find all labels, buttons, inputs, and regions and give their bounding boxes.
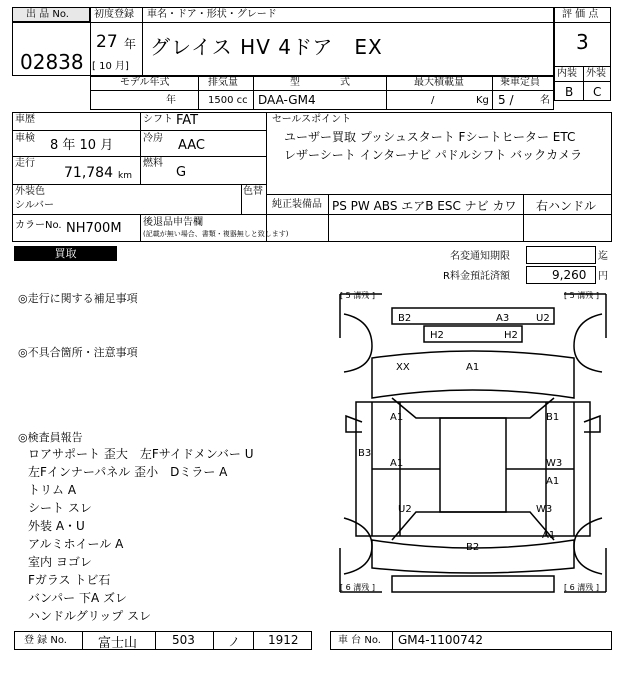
- mark-w3-r: W3: [546, 458, 563, 469]
- report-line: Fガラス トビ石: [28, 573, 111, 587]
- driving-notes-label: ◎走行に関する補足事項: [18, 292, 138, 305]
- registration-number: 1912: [268, 633, 299, 647]
- name-change-label: 名変通知期限: [450, 251, 510, 262]
- mark-a3: A3: [496, 313, 510, 324]
- recycle-label: R料金預託済額: [443, 271, 510, 282]
- car-name: グレイス HV 4ドア EX: [150, 35, 383, 59]
- inspection-label: 車検: [15, 133, 35, 144]
- displacement-label: 排気量: [208, 77, 238, 88]
- color-change-label: 色替: [243, 186, 263, 197]
- mark-a1-br: A1: [542, 530, 556, 541]
- report-line: 室内 ヨゴレ: [28, 555, 92, 569]
- mark-b2-rear: B2: [466, 542, 480, 553]
- mark-u2-front: U2: [536, 313, 550, 324]
- mark-u2-bl: U2: [398, 504, 412, 515]
- mark-xx: XX: [396, 362, 410, 373]
- mark-b2-front: B2: [398, 313, 412, 324]
- tire-depth-rr: [ 6 溝残 ]: [564, 583, 599, 592]
- mark-a1-lr: A1: [390, 458, 404, 469]
- report-line: アルミホイール A: [28, 537, 124, 551]
- chassis-number: GM4-1100742: [398, 633, 484, 647]
- model-label: 型 式: [290, 77, 350, 88]
- distance-unit: km: [118, 171, 132, 181]
- grade-label: 評 価 点: [562, 9, 599, 20]
- lot-label: 出 品 No.: [26, 9, 69, 20]
- ext-color-label: 外装色: [15, 186, 45, 197]
- sales-point-label: セールスポイント: [272, 114, 352, 125]
- shift-label: シフト: [143, 114, 173, 125]
- mark-a1-hood: A1: [466, 362, 480, 373]
- report-line: バンパー 下A ズレ: [28, 591, 127, 605]
- sales-point-line2: レザーシート インターナビ パドルシフト バックカメラ: [284, 148, 583, 162]
- shift-value: FAT: [176, 113, 199, 128]
- report-line: ロアサポート 歪大 左Fサイドメンバー U: [28, 447, 254, 461]
- capacity-value: 5 /: [498, 93, 514, 107]
- mark-a1-r: A1: [546, 476, 560, 487]
- displacement-value: 1500 cc: [208, 95, 248, 106]
- model-year-unit: 年: [166, 95, 176, 106]
- inspection-value: 8 年 10 月: [50, 138, 114, 153]
- first-reg-year: 27: [96, 32, 118, 52]
- distance-label: 走行: [15, 158, 35, 169]
- model-year-label: モデル年式: [120, 77, 170, 88]
- mark-h2-left: H2: [430, 330, 444, 341]
- chassis-label: 車 台 No.: [338, 635, 381, 646]
- interior-label: 内装: [557, 68, 577, 79]
- tire-depth-fr: [ 5 溝残 ]: [564, 291, 599, 300]
- ac-label: 冷房: [143, 133, 163, 144]
- mark-b1: B1: [546, 412, 560, 423]
- ext-color-value: シルバー: [15, 200, 55, 211]
- history-label: 車歴: [15, 114, 35, 125]
- defect-notes-label: ◎不具合箇所・注意事項: [18, 346, 138, 359]
- name-change-box: [526, 246, 596, 264]
- color-no-label: カラーNo.: [15, 220, 62, 231]
- exterior-label: 外装: [586, 68, 606, 79]
- sales-point-line1: ユーザー買取 プッシュスタート Fシートヒーター ETC: [284, 130, 576, 144]
- color-no-value: NH700M: [66, 221, 122, 236]
- report-line: 左Fインナーパネル 歪小 Dミラー A: [28, 465, 228, 479]
- mark-b3: B3: [358, 448, 372, 459]
- tire-depth-rl: [ 6 溝残 ]: [340, 583, 375, 592]
- mark-w3-br: W3: [536, 504, 553, 515]
- inspector-report-label: ◎検査員報告: [18, 431, 83, 444]
- fuel-label: 燃料: [143, 158, 163, 169]
- recycle-value: 9,260: [552, 268, 587, 282]
- registration-class: 503: [172, 633, 195, 647]
- capacity-unit: 名: [540, 95, 550, 106]
- std-equip-value: PS PW ABS エアB ESC ナビ カワ: [332, 199, 517, 213]
- mark-a1-lf: A1: [390, 412, 404, 423]
- distance-value: 71,784: [64, 165, 113, 181]
- max-load-unit: Kg: [476, 95, 489, 106]
- report-line: 外装 A・U: [28, 519, 85, 533]
- name-change-unit: 迄: [598, 251, 608, 262]
- max-load-sep: /: [431, 95, 435, 106]
- aftermarket-label: 後退品申告欄: [143, 217, 203, 228]
- exterior-grade: C: [593, 85, 602, 99]
- aftermarket-note: (記載が無い場合、書類・複器無しと致します): [143, 230, 289, 238]
- model-value: DAA-GM4: [258, 93, 316, 107]
- tire-depth-fl: [ 5 溝残 ]: [340, 291, 375, 300]
- first-reg-year-unit: 年: [124, 37, 137, 51]
- registration-label: 登 録 No.: [24, 635, 67, 646]
- registration-office: 富士山: [98, 636, 138, 651]
- first-reg-month: [ 10 月]: [92, 61, 129, 72]
- grade-score: 3: [576, 30, 589, 54]
- capacity-label: 乗車定員: [500, 77, 540, 88]
- max-load-label: 最大積載量: [414, 77, 464, 88]
- interior-grade: B: [565, 85, 574, 99]
- car-damage-diagram: [332, 286, 614, 604]
- car-name-label: 車名・ドア・形状・グレード: [147, 9, 277, 20]
- report-line: シート スレ: [28, 501, 92, 515]
- recycle-unit: 円: [598, 271, 608, 282]
- registration-kana: ノ: [228, 635, 241, 649]
- fuel-value: G: [176, 165, 187, 180]
- lot-number: 02838: [20, 50, 84, 74]
- first-reg-label: 初度登録: [94, 9, 134, 20]
- handle-value: 右ハンドル: [536, 199, 597, 213]
- ac-value: AAC: [178, 138, 205, 153]
- report-line: ハンドルグリップ スレ: [28, 609, 152, 623]
- mark-h2-right: H2: [504, 330, 518, 341]
- buy-badge: 買取: [14, 246, 117, 261]
- std-equip-label: 純正装備品: [272, 199, 322, 210]
- report-line: トリム A: [28, 483, 77, 497]
